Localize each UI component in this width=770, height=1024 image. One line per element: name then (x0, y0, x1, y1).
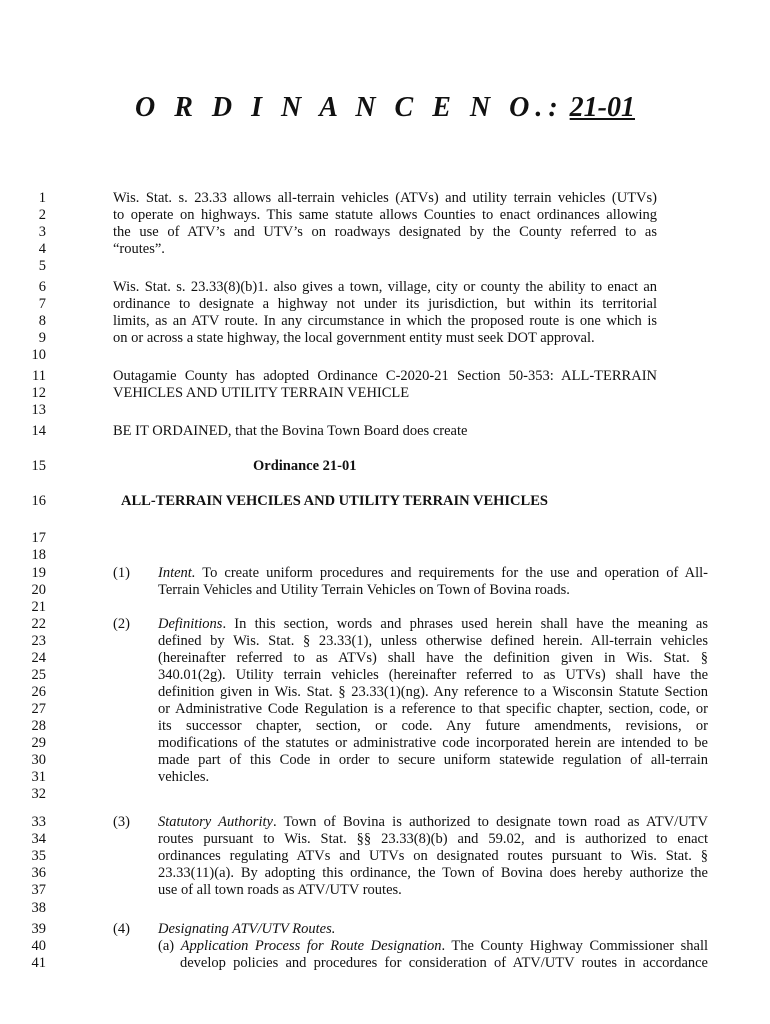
section-heading-statutory-authority: Statutory Authority (158, 814, 273, 830)
line-number: 22 (31, 616, 46, 632)
line-number: 1 (38, 190, 46, 206)
subsection-first-line (158, 938, 708, 955)
section-number: (3) (113, 814, 130, 830)
text-line: Terrain Vehicles and Utility Terrain Vehicles on Town of Bovina roads. (158, 582, 570, 598)
subsection-label: (a) (158, 938, 181, 954)
line-number: 33 (31, 814, 46, 830)
text-line: limits, as an ATV route. In any circumstance in which the proposed route is one which is (113, 313, 657, 329)
text-line: Wis. Stat. s. 23.33 allows all-terrain vehicles (ATVs) and utility terrain vehicles (UTVs) (113, 190, 657, 206)
section-number: (2) (113, 616, 130, 632)
line-number: 39 (31, 921, 46, 937)
section-number: (1) (113, 565, 130, 581)
line-number: 30 (31, 752, 46, 768)
text-line: 23.33(11)(a). By adopting this ordinance, the Town of Bovina does hereby authorize the (158, 865, 708, 881)
line-number: 31 (31, 769, 46, 785)
line-number: 38 (31, 900, 46, 916)
text-line: VEHICLES AND UTILITY TERRAIN VEHICLE (113, 385, 410, 401)
line-number: 11 (32, 368, 46, 384)
line-number: 34 (31, 831, 46, 847)
line-number: 24 (31, 650, 46, 666)
text-line: definition given in Wis. Stat. § 23.33(1)(ng). Any reference to a Wisconsin Statute Section (158, 684, 708, 700)
text-run: . In this section, words and phrases used herein shall have the meaning as (222, 616, 708, 632)
line-number: 19 (31, 565, 46, 581)
line-number: 21 (31, 599, 46, 615)
line-number: 16 (31, 493, 46, 509)
section-heading-designating-routes: Designating ATV/UTV Routes. (158, 921, 336, 937)
text-line: defined by Wis. Stat. § 23.33(1), unless otherwise defined herein. All-terrain vehicles (158, 633, 708, 649)
line-number: 36 (31, 865, 46, 881)
line-number: 8 (38, 313, 46, 329)
text-line: vehicles. (158, 769, 210, 785)
ordinance-number: 21-01 (569, 92, 635, 123)
line-number: 28 (31, 718, 46, 734)
line-number: 29 (31, 735, 46, 751)
line-number: 37 (31, 882, 46, 898)
text-line: develop policies and procedures for consideration of ATV/UTV routes in accordance (180, 955, 708, 971)
line-number: 15 (31, 458, 46, 474)
text-run: . The County Highway Commissioner shall (441, 938, 709, 954)
line-number: 40 (31, 938, 46, 954)
text-line: modifications of the statutes or administrative code incorporated herein are intended to be (158, 735, 708, 751)
text-line: to operate on highways. This same statute allows Counties to enact ordinances allowing (113, 207, 657, 223)
section-first-line (158, 616, 708, 633)
text-line: or Administrative Code Regulation is a reference to that specific chapter, section, code, or (158, 701, 708, 717)
subsection-heading: Application Process for Route Designation (180, 938, 442, 954)
line-number: 18 (31, 547, 46, 563)
section-heading: ALL-TERRAIN VEHCILES AND UTILITY TERRAIN VEHICLES (121, 493, 548, 509)
text-line: its successor chapter, section, or code. Any future amendments, revisions, or (158, 718, 708, 734)
section-heading-intent: Intent. (158, 565, 196, 581)
line-number: 2 (38, 207, 46, 223)
text-line: “routes”. (113, 241, 165, 257)
text-line: (hereinafter referred to as ATVs) shall have the definition given in Wis. Stat. § (158, 650, 708, 666)
line-number: 6 (38, 279, 46, 295)
text-line: Outagamie County has adopted Ordinance C-2020-21 Section 50-353: ALL-TERRAIN (113, 368, 657, 384)
line-number: 13 (31, 402, 46, 418)
line-number: 26 (31, 684, 46, 700)
text-line: 340.01(2g). Utility terrain vehicles (hereinafter referred to as UTVs) shall have the (158, 667, 708, 683)
section-heading-definitions: Definitions (158, 616, 223, 632)
text-line: ordinances regulating ATVs and UTVs on designated routes pursuant to Wis. Stat. § (158, 848, 708, 864)
text-run: To create uniform procedures and requirements for the use and operation of All- (195, 565, 708, 581)
ordinance-heading: Ordinance 21-01 (253, 458, 357, 474)
line-number: 12 (31, 385, 46, 401)
title-main: O R D I N A N C E N O.: (135, 92, 564, 123)
section-number: (4) (113, 921, 130, 937)
text-line: the use of ATV’s and UTV’s on roadways designated by the County referred to as (113, 224, 657, 240)
section-first-line (158, 565, 708, 582)
text-line: ordinance to designate a highway not under its jurisdiction, but within its territorial (113, 296, 657, 312)
line-number: 10 (31, 347, 46, 363)
ordinance-title (0, 92, 770, 124)
text-line: made part of this Code in order to secure uniform statewide regulation of all-terrain (158, 752, 708, 768)
text-line: BE IT ORDAINED, that the Bovina Town Board does create (113, 423, 468, 439)
line-number: 17 (31, 530, 46, 546)
line-number: 4 (38, 241, 46, 257)
line-number: 5 (38, 258, 46, 274)
text-line: Wis. Stat. s. 23.33(8)(b)1. also gives a town, village, city or county the ability to enact an (113, 279, 657, 295)
line-number: 7 (38, 296, 46, 312)
line-number: 35 (31, 848, 46, 864)
line-number: 41 (31, 955, 46, 971)
line-number: 20 (31, 582, 46, 598)
text-line: use of all town roads as ATV/UTV routes. (158, 882, 402, 898)
line-number: 3 (38, 224, 46, 240)
line-number: 27 (31, 701, 46, 717)
text-line: routes pursuant to Wis. Stat. §§ 23.33(8)(b) and 59.02, and is authorized to enact (158, 831, 708, 847)
line-number: 32 (31, 786, 46, 802)
line-number: 23 (31, 633, 46, 649)
section-first-line (158, 814, 708, 831)
line-number: 25 (31, 667, 46, 683)
line-number: 9 (38, 330, 46, 346)
text-run: . Town of Bovina is authorized to designate town road as ATV/UTV (272, 814, 708, 830)
line-number: 14 (31, 423, 46, 439)
text-line: on or across a state highway, the local government entity must seek DOT approval. (113, 330, 595, 346)
